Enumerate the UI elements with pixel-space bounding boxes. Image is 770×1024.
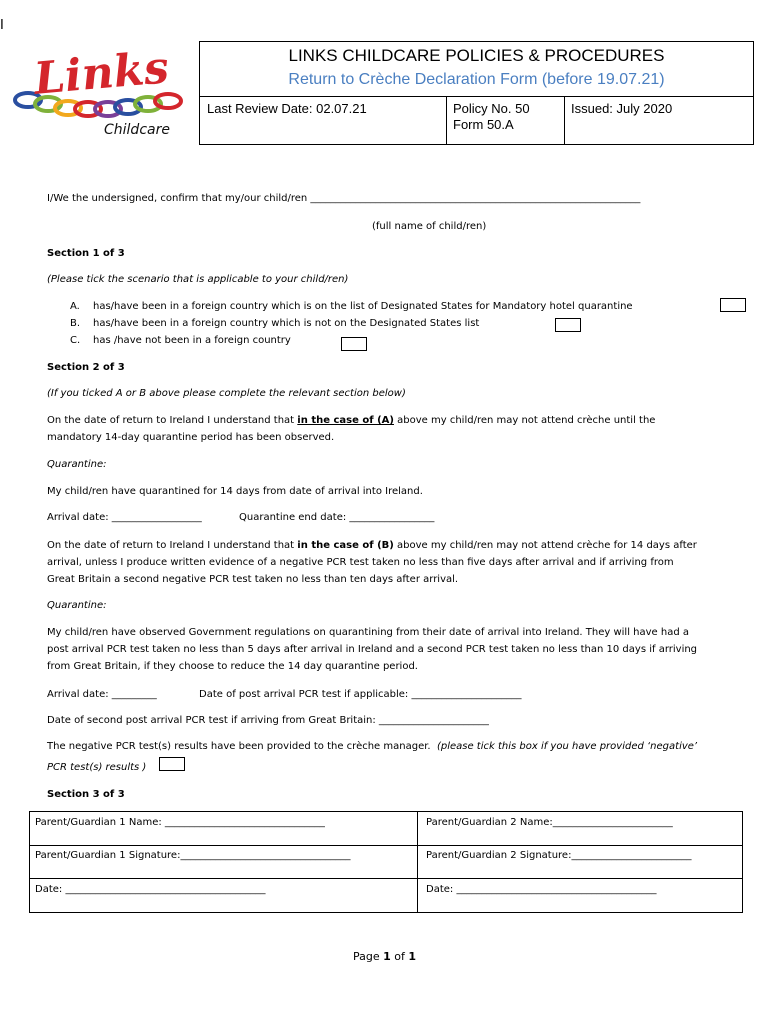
quarantine-b-line2: post arrival PCR test taken no less than 5 days after arrival in Ireland and a second PCR test taken no less than 10 days if arriving (47, 644, 698, 655)
second-pcr-field[interactable]: Date of second post arrival PCR test if arriving from Great Britain: ______________________ (47, 715, 489, 726)
section1-heading: Section 1 of 3 (47, 248, 125, 259)
links-logo (8, 42, 188, 144)
option-c-text: has /have not been in a foreign country (93, 335, 291, 346)
case-b-line3: Great Britain a second negative PCR test taken no less than ten days after arrival. (47, 574, 459, 585)
option-letter: C. (70, 335, 81, 346)
section1-instruction: (Please tick the scenario that is applicable to your child/ren) (47, 274, 349, 285)
section2-heading: Section 2 of 3 (47, 362, 125, 373)
negative-pcr-statement: The negative PCR test(s) results have been provided to the crèche manager. (please tick this box if you have provided ‘negative’ (47, 741, 698, 752)
logo-wordmark: Links (31, 42, 171, 105)
parent2-signature-field[interactable]: Parent/Guardian 2 Signature:________________________ (426, 850, 692, 861)
quarantine-end-date-field[interactable]: Quarantine end date: _________________ (239, 512, 435, 523)
intro-note: (full name of child/ren) (372, 221, 487, 232)
intro-line[interactable]: I/We the undersigned, confirm that my/our child/ren __________________________________________________________________ (47, 193, 641, 204)
parent2-date-field[interactable]: Date: ________________________________________ (426, 884, 657, 895)
section2-instruction: (If you ticked A or B above please complete the relevant section below) (47, 388, 406, 399)
corner-mark: I (0, 18, 4, 33)
case-b-paragraph: On the date of return to Ireland I understand that in the case of (B) above my child/ren may not attend crèche for 14 days after (47, 540, 697, 551)
quarantine-b-line1: My child/ren have observed Government regulations on quarantining from their date of arrival into Ireland. They will have had a (47, 627, 690, 638)
arrival-date-a-field[interactable]: Arrival date: __________________ (47, 512, 202, 523)
form-subtitle: Return to Crèche Declaration Form (before 19.07.21) (288, 71, 665, 88)
issued-date: Issued: July 2020 (571, 101, 673, 116)
quarantine-b-line3: from Great Britain, if they choose to reduce the 14 day quarantine period. (47, 661, 418, 672)
quarantine-label-a: Quarantine: (47, 459, 107, 470)
quarantine-label-b: Quarantine: (47, 600, 107, 611)
policy-title: LINKS CHILDCARE POLICIES & PROCEDURES (288, 46, 665, 65)
option-b-text: has/have been in a foreign country which is not on the Designated States list (93, 318, 480, 329)
option-letter: B. (70, 318, 81, 329)
case-b-line2: arrival, unless I produce written evidence of a negative PCR test taken no less than five days after arrival and if arriving from (47, 557, 674, 568)
case-a-line2: mandatory 14-day quarantine period has been observed. (47, 432, 335, 443)
option-letter: A. (70, 301, 80, 312)
quarantine-a-text: My child/ren have quarantined for 14 days from date of arrival into Ireland. (47, 486, 423, 497)
policy-number: Policy No. 50 Form 50.A (453, 101, 530, 132)
option-a-text: has/have been in a foreign country which is on the list of Designated States for Mandatory hotel quarantine (93, 301, 633, 312)
post-arrival-pcr-field[interactable]: Date of post arrival PCR test if applicable: ______________________ (199, 689, 522, 700)
page-number: Page 1 of 1 (353, 950, 417, 963)
option-c-checkbox[interactable] (341, 337, 367, 351)
logo-subtitle: Childcare (104, 122, 170, 138)
parent1-signature-field[interactable]: Parent/Guardian 1 Signature:__________________________________ (35, 850, 351, 861)
review-date: Last Review Date: 02.07.21 (207, 101, 367, 116)
section3-heading: Section 3 of 3 (47, 789, 125, 800)
arrival-date-b-field[interactable]: Arrival date: _________ (47, 689, 157, 700)
negative-pcr-checkbox[interactable] (159, 757, 185, 771)
case-a-paragraph: On the date of return to Ireland I understand that in the case of (A) above my child/ren may not attend crèche until the (47, 415, 656, 426)
parent2-name-field[interactable]: Parent/Guardian 2 Name:________________________ (426, 817, 673, 828)
parent1-name-field[interactable]: Parent/Guardian 1 Name: ________________________________ (35, 817, 325, 828)
option-a-checkbox[interactable] (720, 298, 746, 312)
option-b-checkbox[interactable] (555, 318, 581, 332)
header-table (199, 41, 754, 145)
negative-pcr-note: PCR test(s) results ) (47, 762, 147, 773)
parent1-date-field[interactable]: Date: ________________________________________ (35, 884, 266, 895)
